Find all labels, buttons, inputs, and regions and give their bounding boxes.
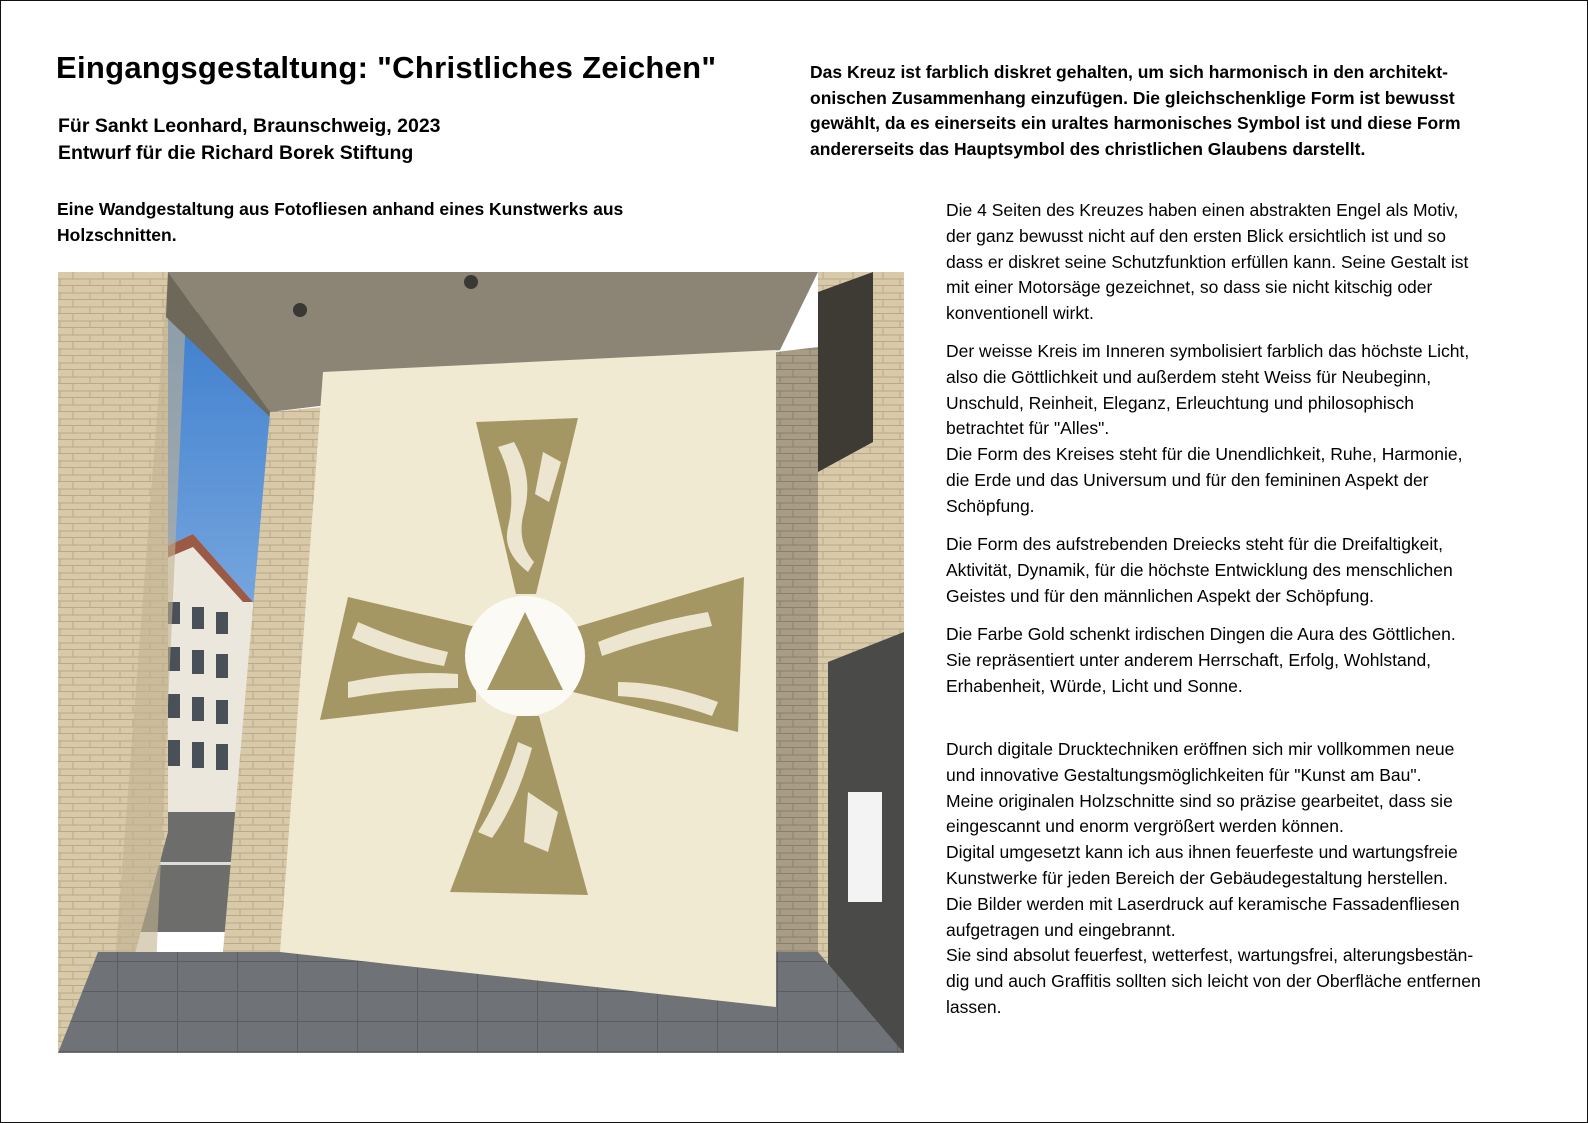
- paragraph-circle: Der weisse Kreis im Inneren symbolisiert farblich das höchste Licht, also die Göttlichkeit und außerdem steht Weiss für Neubeginn, Unschuld, Reinheit, Eleganz, Erleuchtung und philosophisch betrachtet für "Alles". Die Form des Kreises steht für die Unendlichkeit, Ruhe, Harmonie, die Erde und das Universum und für den femininen Aspekt der Schöpfung.: [946, 341, 1470, 516]
- paragraph-triangle: Die Form des aufstrebenden Dreiecks steht für die Dreifaltigkeit, Aktivität, Dynamik, für die höchste Entwicklung des menschlichen Geistes und für den männlichen Aspekt der Schöpfung.: [946, 534, 1453, 606]
- ceiling-light: [464, 275, 478, 289]
- page-title: Eingangsgestaltung: "Christliches Zeichen": [56, 50, 717, 85]
- entrance-photo: [58, 272, 904, 1053]
- paragraph-technique: Durch digitale Drucktechniken eröffnen sich mir vollkommen neue und innovative Gestaltungsmöglichkeiten für "Kunst am Bau". Meine originalen Holzschnitte sind so präzise gearbeitet, dass sie eingescannt und enorm vergrößert werden können. Digital umgesetzt kann ich aus ihnen feuerfeste und wartungsfreie Kunstwerke für jeden Bereich der Gebäudegestaltung herstellen. Die Bilder werden mit Laserdruck auf keramische Fassadenfliesen aufgetragen und eingebrannt. Sie sind absolut feuerfest, wetterfest, wartungsfrei, alterungsbestän- dig und auch Graffitis sollten sich leicht von der Oberfläche entfernen lassen.: [946, 739, 1481, 1017]
- paragraph-angel: Die 4 Seiten des Kreuzes haben einen abstrakten Engel als Motiv, der ganz bewusst nicht auf den ersten Blick ersichtlich ist und so dass er diskret seine Schutzfunktion erfüllen kann. Seine Gestalt ist mit einer Motorsäge gezeichnet, so dass sie nicht kitschig oder konventionell wirkt.: [946, 200, 1469, 324]
- subtitle-location: Für Sankt Leonhard, Braunschweig, 2023: [58, 115, 441, 137]
- ceiling-light: [293, 303, 307, 317]
- subtitle-block: [58, 113, 441, 167]
- back-wall-right: [776, 347, 818, 1007]
- cross-description: Das Kreuz ist farblich diskret gehalten, um sich harmonisch in den architekt- onischen Zusammenhang einzufügen. Die gleichschenklige Form ist bewusst gewählt, da es einerseits ein uraltes harmonisches Symbol ist und diese Form andererseits das Hauptsymbol des christlichen Glaubens darstellt.: [810, 62, 1461, 159]
- intro-text: Eine Wandgestaltung aus Fotofliesen anhand eines Kunstwerks aus Holzschnitten.: [57, 199, 624, 245]
- door-notice: [848, 792, 882, 902]
- subtitle-client: Entwurf für die Richard Borek Stiftung: [58, 142, 414, 164]
- paragraph-gold: Die Farbe Gold schenkt irdischen Dingen die Aura des Göttlichen. Sie repräsentiert unter anderem Herrschaft, Erfolg, Wohlstand, Erhabenheit, Würde, Licht und Sonne.: [946, 624, 1456, 696]
